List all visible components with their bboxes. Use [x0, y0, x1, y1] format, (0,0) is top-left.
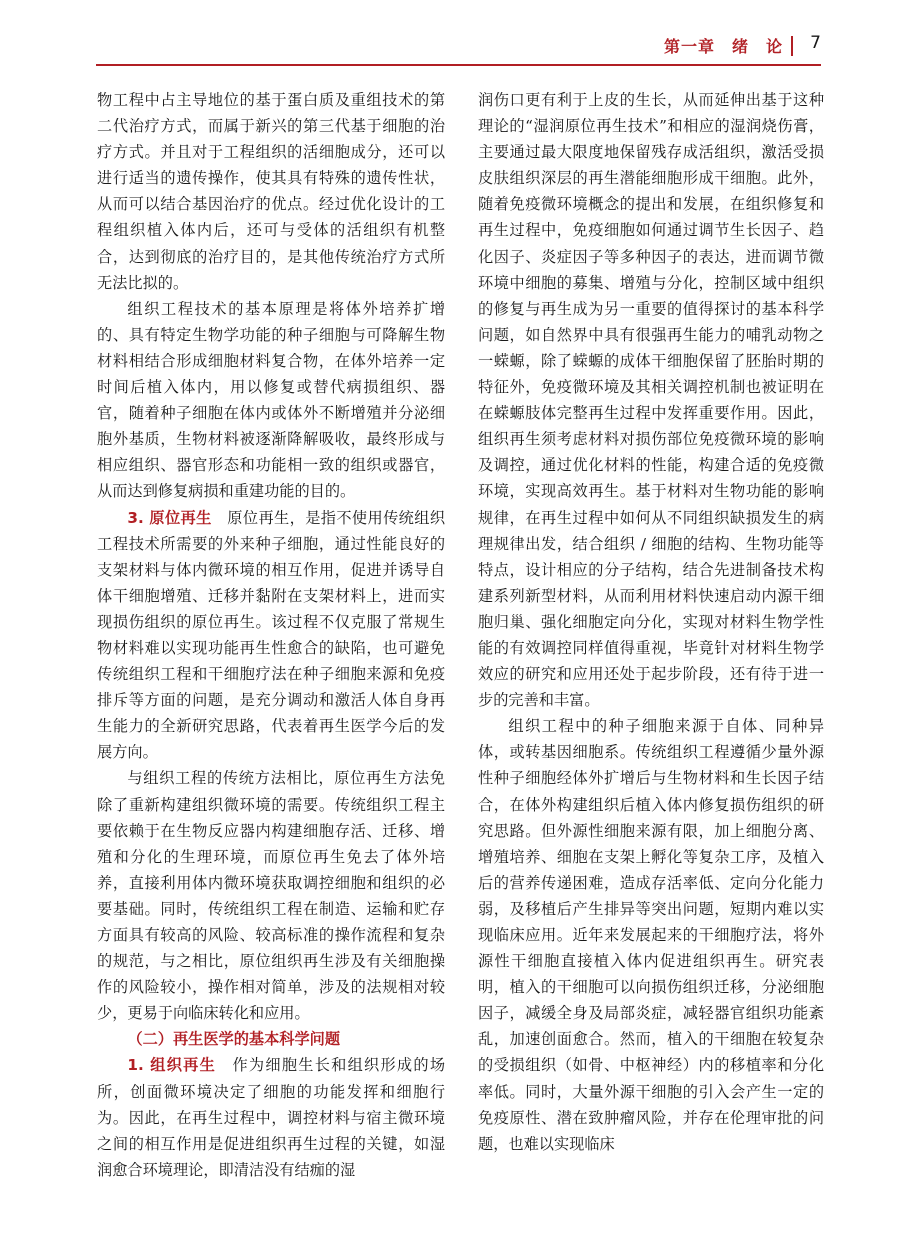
- paragraph: 组织工程中的种子细胞来源于自体、同种异体，或转基因细胞系。传统组织工程遵循少量外源性种子细胞经体外扩增后与生物材料和生长因子结合，在体外构建组织后植入体内修复损伤组织的研究思路。但外源性细胞来源有限，加上细胞分离、增殖培养、细胞在支架上孵化等复杂工序，及植入后的营养传递困难，造成存活率低、定向分化能力弱，及移植后产生排异等突出问题，短期内难以实现临床应用。近年来发展起来的干细胞疗法，将外源性干细胞直接植入体内促进组织再生。研究表明，植入的干细胞可以向损伤组织迁移，分泌细胞因子，减缓全身及局部炎症，减轻器官组织功能紊乱，加速创面愈合。然而，植入的干细胞在较复杂的受损组织（如骨、中枢神经）内的移植率和分化率低。同时，大量外源干细胞的引入会产生一定的免疫原性、潜在致肿瘤风险，并存在伦理审批的问题，也难以实现临床: [478, 717, 824, 1153]
- paragraph: [97, 505, 445, 766]
- section-heading: （二）再生医学的基本科学问题: [127, 1030, 341, 1049]
- paragraph: 物工程中占主导地位的基于蛋白质及重组技术的第二代治疗方式，而属于新兴的第三代基于细胞的治疗方式。并且对于工程组织的活细胞成分，还可以进行适当的遗传操作，使其具有特殊的遗传性状，从而可以结合基因治疗的优点。经过优化设计的工程组织植入体内后，还可与受体的活组织有机整合，达到彻底的治疗目的，是其他传统治疗方式所无法比拟的。: [97, 91, 445, 292]
- header-divider: [791, 36, 793, 56]
- paragraph: 组织工程技术的基本原理是将体外培养扩增的、具有特定生物学功能的种子细胞与可降解生物材料相结合形成细胞材料复合物，在体外培养一定时间后植入体内，用以修复或替代病损组织、器官，随着种子细胞在体内或体外不断增殖并分泌细胞外基质，生物材料被逐渐降解吸收，最终形成与相应组织、器官形态和功能相一致的组织或器官，从而达到修复病损和重建功能的目的。: [97, 299, 445, 501]
- paragraph: 润伤口更有利于上皮的生长，从而延伸出基于这种理论的“湿润原位再生技术”和相应的湿润烧伤膏，主要通过最大限度地保留残存成活组织，激活受损皮肤组织深层的再生潜能细胞形成干细胞。此外，随着免疫微环境概念的提出和发展，在组织修复和再生过程中，免疫细胞如何通过调节生长因子、趋化因子、炎症因子等多种因子的表达，进而调节微环境中细胞的募集、增殖与分化，控制区域中组织的修复与再生成为另一重要的值得探讨的基本科学问题，如自然界中具有很强再生能力的哺乳动物之一蝾螈，除了蝾螈的成体干细胞保留了胚胎时期的特征外，免疫微环境及其相关调控机制也被证明在在蝾螈肢体完整再生过程中发挥重要作用。因此，组织再生须考虑材料对损伤部位免疫微环境的影响及调控，通过优化材料的性能，构建合适的免疫微环境，实现高效再生。基于材料对生物功能的影响规律，在再生过程中如何从不同组织缺损发生的病理规律出发，结合组织 / 细胞的结构、生物功能等特点，设计相应的分子结构，结合先进制备技术构建系列新型材料，从而利用材料快速启动内源干细胞归巢、强化细胞定向分化，实现对材料生物学性能的有效调控同样值得重视，毕竟针对材料生物学效应的研究和应用还处于起步阶段，还有待于进一步的完善和丰富。: [478, 91, 824, 710]
- subheading-tissue-regeneration: 1. 组织再生: [127, 1056, 217, 1075]
- paragraph-text: 原位再生，是指不使用传统组织工程技术所需要的外来种子细胞，通过性能良好的支架材料与体内微环境的相互作用，促进并诱导自体干细胞增殖、迁移并黏附在支架材料上，进而实现损伤组织的原位再生。该过程不仅克服了常规生物材料难以实现功能再生性愈合的缺陷，也可避免传统组织工程和干细胞疗法在种子细胞来源和免疫排斥等方面的问题，是充分调动和激活人体自身再生能力的全新研究思路，代表着再生医学今后的发展方向。: [97, 508, 445, 762]
- page-number: 7: [810, 33, 821, 53]
- subheading-in-situ-regeneration: 3. 原位再生: [127, 508, 212, 527]
- paragraph: 与组织工程的传统方法相比，原位再生方法免除了重新构建组织微环境的需要。传统组织工程主要依赖于在生物反应器内构建细胞存活、迁移、增殖和分化的生理环境，而原位再生免去了体外培养，直接利用体内微环境获取调控细胞和组织的必要基础。同时，传统组织工程在制造、运输和贮存方面具有较高的风险、较高标准的操作流程和复杂的规范，与之相比，原位组织再生涉及有关细胞操作的风险较小，操作相对简单，涉及的法规相对较少，更易于向临床转化和应用。: [97, 769, 445, 1023]
- paragraph-text: 作为细胞生长和组织形成的场所，创面微环境决定了细胞的功能发挥和细胞行为。因此，在再生过程中，调控材料与宿主微环境之间的相互作用是促进组织再生过程的关键，如湿润愈合环境理论，即清洁没有结痂的湿: [97, 1056, 446, 1179]
- page-header: [96, 32, 821, 66]
- paragraph: [97, 1052, 445, 1182]
- left-column: [97, 87, 445, 1183]
- right-column: [478, 87, 824, 1157]
- chapter-title: 第一章 绪 论: [663, 37, 783, 56]
